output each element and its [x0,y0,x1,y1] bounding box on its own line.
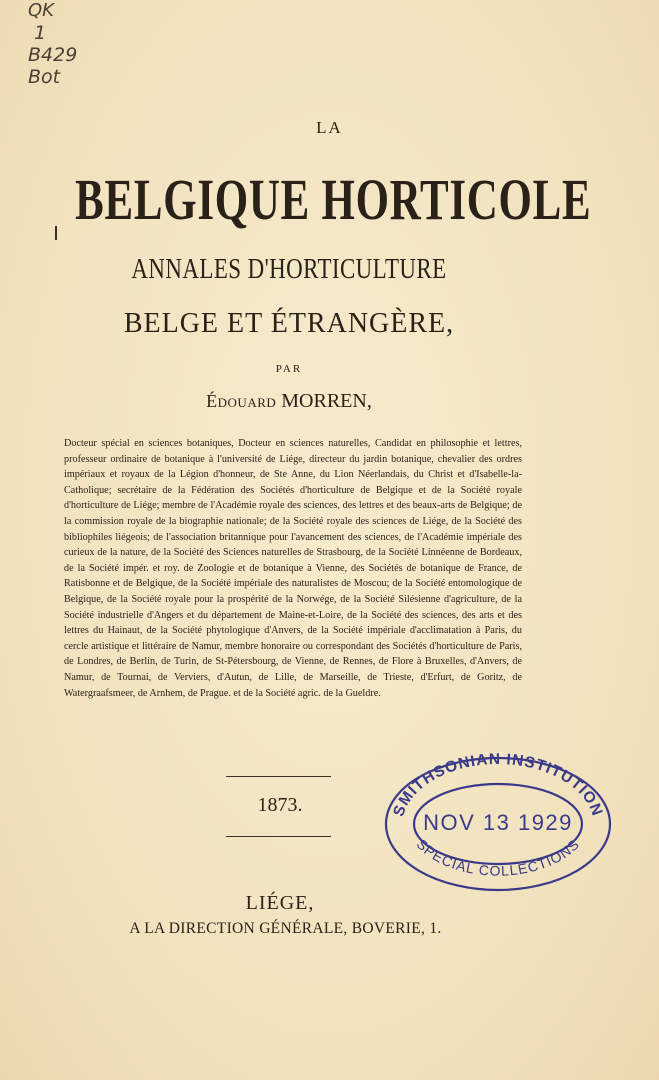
rule-top [226,776,331,777]
author-first-name: Édouard [206,391,277,411]
rule-bottom [226,836,331,837]
call-number-line: 1 [34,22,47,44]
stamp-bottom-text: SPECIAL COLLECTIONS [413,835,583,879]
publication-year: 1873. [257,794,303,816]
by-label: PAR [275,363,303,375]
publication-city: LIÉGE, [245,892,315,914]
svg-text:SPECIAL COLLECTIONS [413,836,582,879]
main-title: BELGIQUE HORTICOLE [75,167,592,232]
call-number-line: Bot [28,66,61,88]
article-la: LA [316,118,343,137]
stamp-top-text: SMITHSONIAN INSTITUTION [390,750,606,819]
author-credentials: Docteur spécial en sciences botaniques, Docteur en sciences naturelles, Candidat en philosophie et lettres, professeur ordinaire de botanique à l'université de Liége, directeur du jardin botanique, chevalier des ordres impériaux et royaux de la Légion d'honneur, de Ste Anne, du Lion Néerlandais, du Christ et d'Isabelle-la-Catholique; secrétaire de la Fédération des Sociétés d'horticulture de Belgique et de la Société royale d'horticulture de Liége; membre de l'Académie royale des sciences, des lettres et des beaux-arts de Belgique; de la commission royale de la biographie nationale; de la Société royale des sciences de Liége, de la Société des bibliophiles liégeois; de l'association britannique pour l'avancement des sciences, de l'Académie impériale des curieux de la nature, de la Société des Sciences naturelles de Strasbourg, de la Société Linnéenne de Bordeaux, de la Société impér. et roy. de Zoologie et de botanique à Vienne, des Sociétés de botanique de France, de Ratisbonne et de Belgique, de la Société impériale des naturalistes de Moscou; de la Société entomologique de Belgique, de la Société royale pour la prospérité de la Norwége, de la Société Silésienne d'agriculture, de la Société industrielle d'Angers et du département de Maine-et-Loire, de la Société des sciences, des arts et des lettres du Hainaut, de la Société phytologique d'Anvers, de la Société impériale d'acclimatation à Paris, du cercle artistique et littéraire de Namur, membre honoraire ou correspondant des Sociétés d'horticulture de Paris, de Londres, de Berlin, de Turin, de St-Pétersbourg, de Vienne, de Rennes, de Flore à Bruxelles, d'Anvers, de Namur, de Tournai, de Verviers, d'Autun, de Lille, de Marseille, de Trieste, d'Erfurt, de Goritz, de Watergraafsmeer, de Arnhem, de Prague. et de la Société agric. de la Gueldre. [64,438,522,699]
pen-mark [55,226,57,240]
subtitle-annales: ANNALES D'HORTICULTURE [131,254,447,285]
smithsonian-stamp [380,748,614,896]
call-number-line: QK [28,0,54,21]
call-number-line: B429 [28,44,78,66]
author-name [0,390,578,413]
stamp-date: NOV 13 1929 [423,810,573,835]
publisher: A LA DIRECTION GÉNÉRALE, BOVERIE, 1. [129,920,442,937]
subtitle-belge: BELGE ET ÉTRANGÈRE, [123,308,455,339]
handwritten-call-number [28,0,77,88]
author-last-name: MORREN, [281,390,372,412]
